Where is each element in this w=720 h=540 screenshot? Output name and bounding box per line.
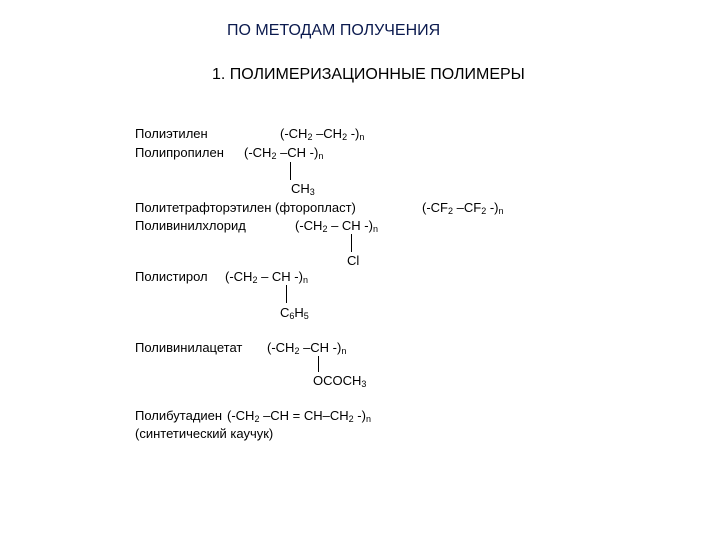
polystyrene-name: Полистирол <box>135 269 208 284</box>
pva-name: Поливинилацетат <box>135 340 243 355</box>
pvc-formula: (-CH2 – CH -)n <box>295 218 378 234</box>
pvc-bond <box>351 234 352 252</box>
polybutadiene-name: Полибутадиен <box>135 408 223 423</box>
pvc-name: Поливинилхлорид <box>135 218 246 233</box>
polybutadiene-note: (синтетический каучук) <box>135 426 274 441</box>
polypropylene-formula: (-CH2 –CH -)n <box>244 145 324 161</box>
polyethylene-name: Полиэтилен <box>135 126 208 141</box>
page-title: ПО МЕТОДАМ ПОЛУЧЕНИЯ <box>227 22 441 39</box>
polypropylene-name: Полипропилен <box>135 145 224 160</box>
section-subtitle: 1. ПОЛИМЕРИЗАЦИОННЫЕ ПОЛИМЕРЫ <box>212 66 525 83</box>
pva-substituent: OCOCH3 <box>313 373 367 389</box>
ptfe-formula: (-CF2 –CF2 -)n <box>422 200 504 216</box>
polystyrene-bond <box>286 285 287 303</box>
polystyrene-substituent: C6H5 <box>280 305 309 321</box>
polypropylene-substituent: CH3 <box>291 181 315 197</box>
pva-formula: (-CH2 –CH -)n <box>267 340 347 356</box>
pva-bond <box>318 356 319 372</box>
ptfe-name: Политетрафторэтилен (фторопласт) <box>135 200 356 215</box>
polypropylene-bond <box>290 162 291 180</box>
polybutadiene-formula: (-CH2 –CH = CH–CH2 -)n <box>227 408 371 424</box>
polyethylene-formula: (-CH2 –CH2 -)n <box>280 126 365 142</box>
pvc-substituent: Cl <box>347 253 360 268</box>
polystyrene-formula: (-CH2 – CH -)n <box>225 269 308 285</box>
